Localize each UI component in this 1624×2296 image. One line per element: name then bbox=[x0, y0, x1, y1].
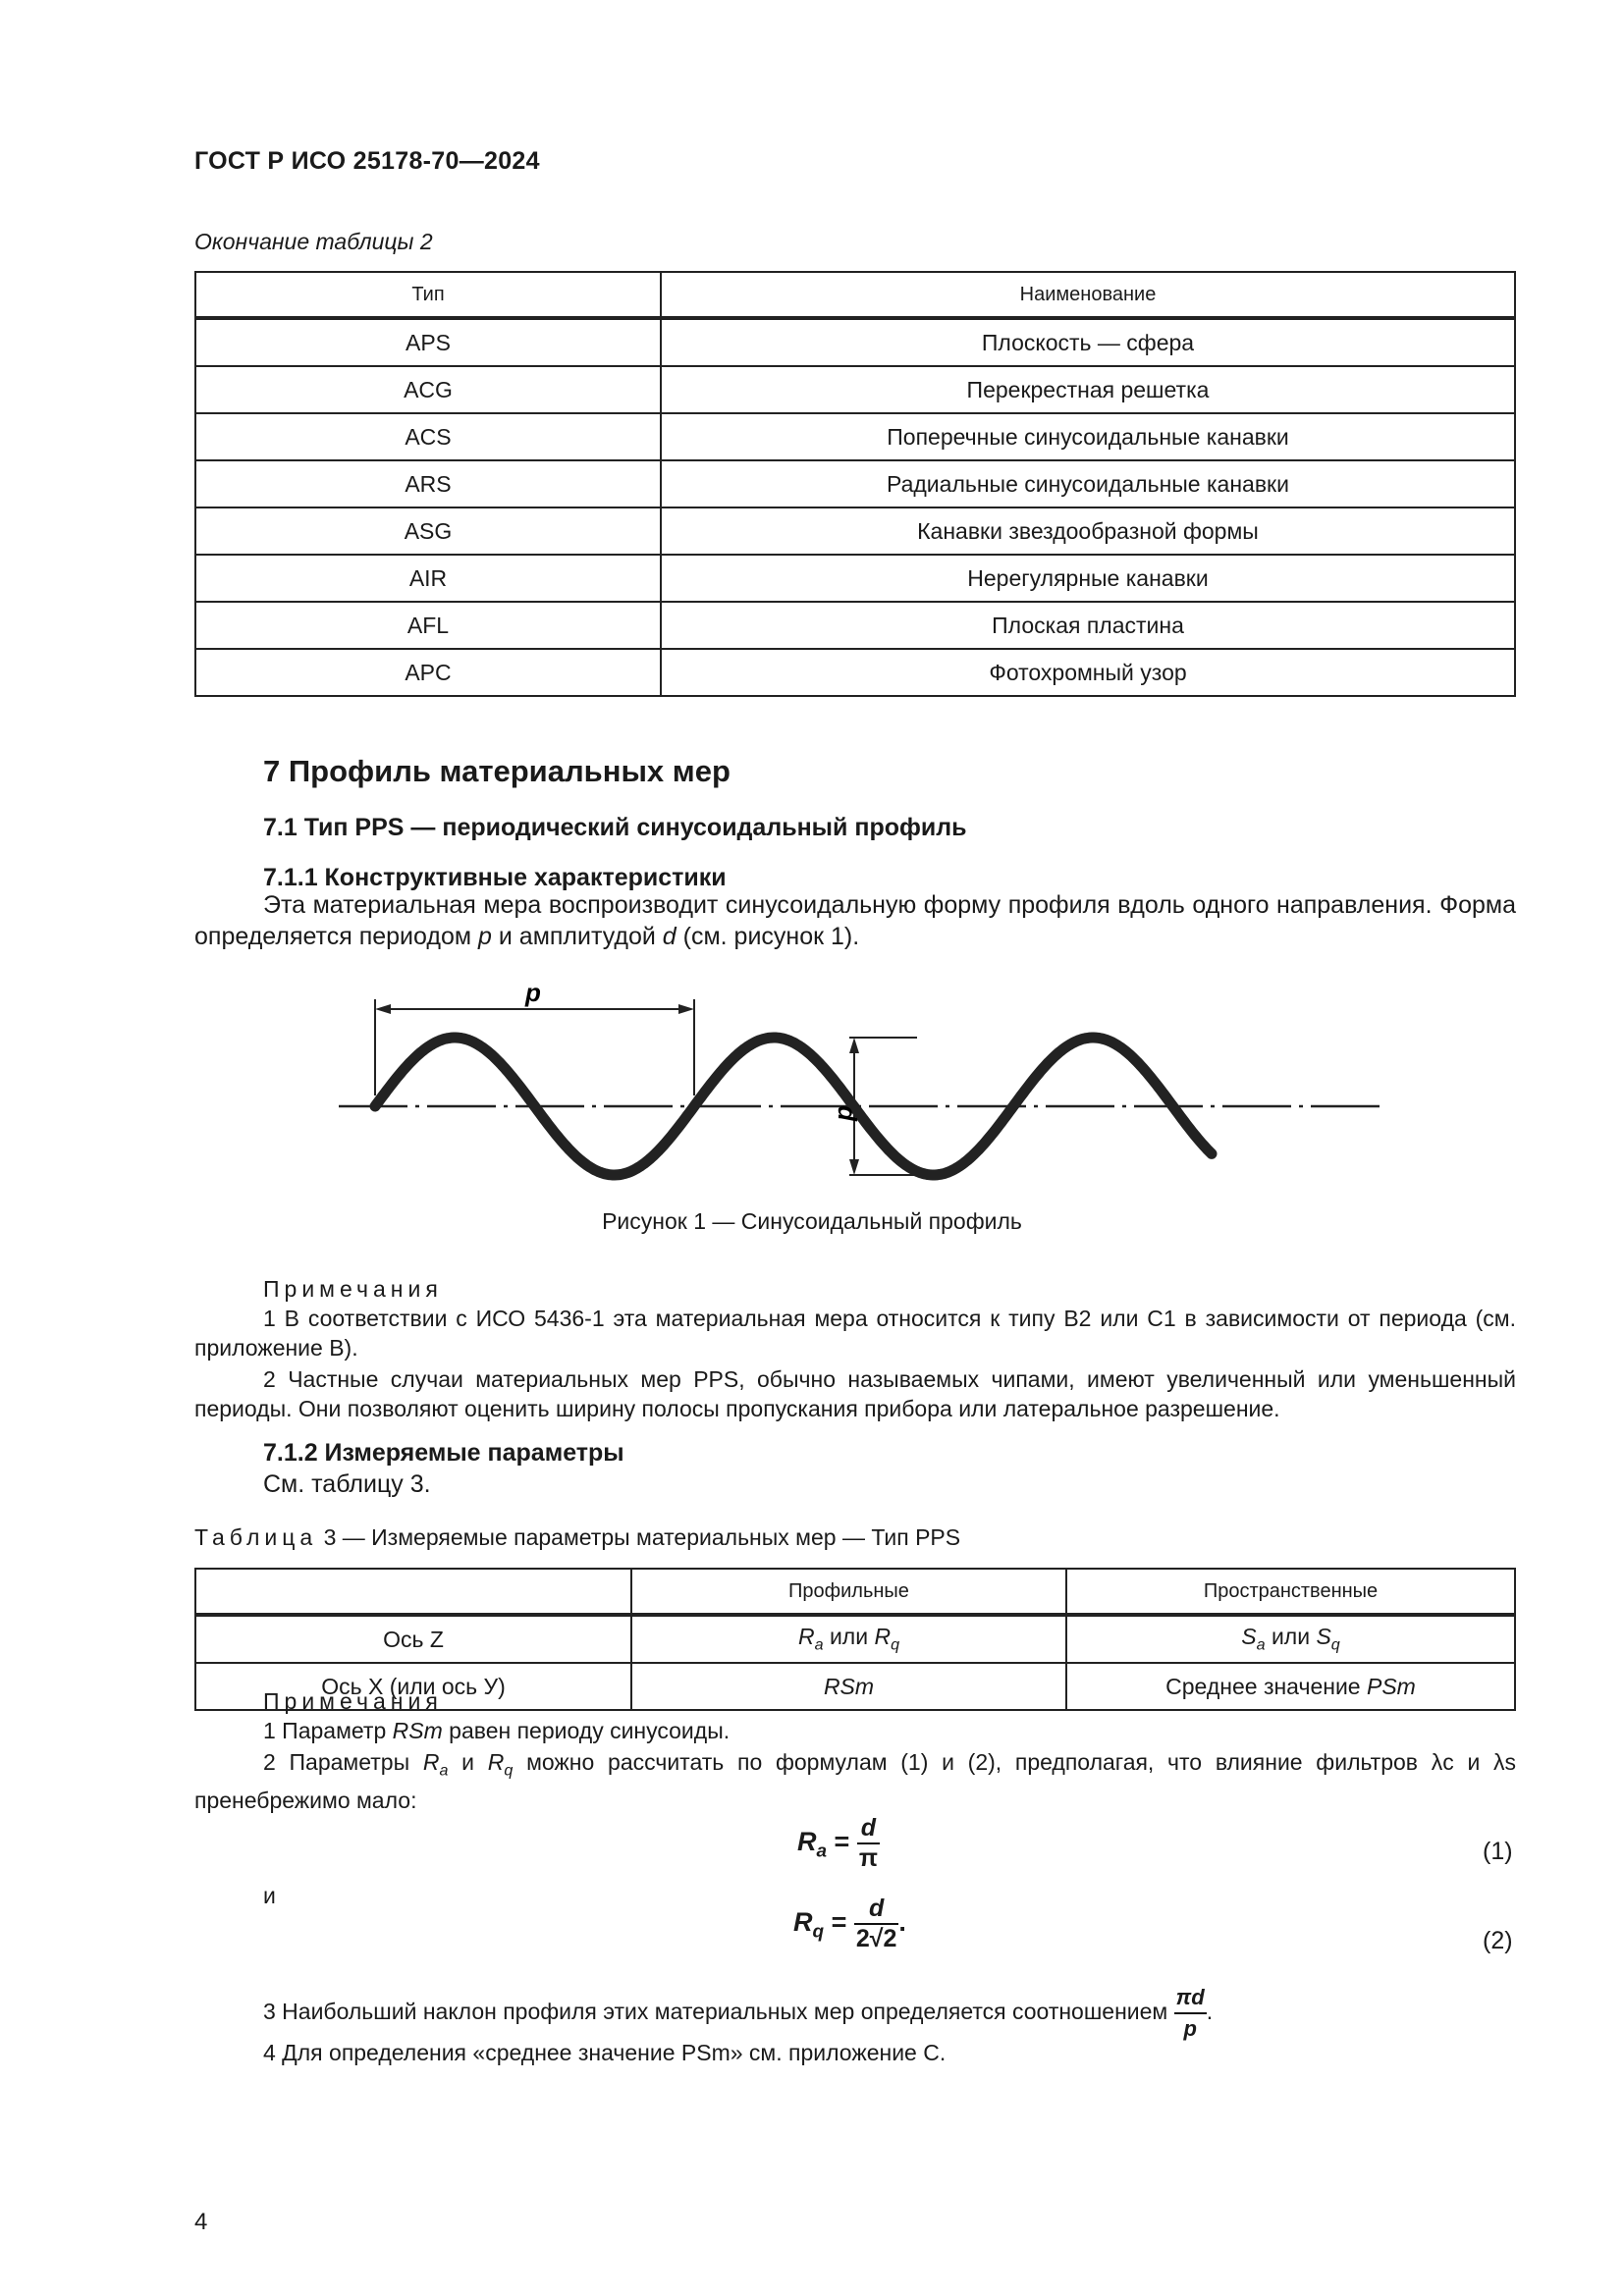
cell-type: APS bbox=[195, 318, 661, 366]
column-header-areal: Пространственные bbox=[1066, 1569, 1515, 1615]
document-id: ГОСТ Р ИСО 25178-70—2024 bbox=[194, 147, 540, 175]
arrowhead-top bbox=[849, 1038, 859, 1053]
and-word: и bbox=[263, 1883, 276, 1908]
table-row bbox=[195, 318, 1515, 366]
table-row bbox=[195, 1615, 1515, 1663]
note-2: 2 Частные случаи материальных мер PPS, обычно называемых чипами, имеют увеличенный или уменьшенный периоды. Они позволяют оценить ширину полосы пропускания прибора или латеральное разрешение. bbox=[194, 1366, 1516, 1421]
note-3-2: 2 Параметры $R_a$ и $R_q$ можно рассчитать по формулам (1) и (2), предполагая, что влияние фильтров λc и λs пренебрежимо мало: bbox=[194, 1749, 1517, 1813]
formula-2: $R_q$ = $\frac{d}{2√2}$ . bbox=[793, 1895, 906, 1952]
subsubsection-heading: 7.1.1 Конструктивные характеристики bbox=[263, 864, 727, 891]
subsection-heading: 7.1 Тип PPS — периодический синусоидальный профиль bbox=[263, 814, 967, 841]
table-row bbox=[195, 507, 1515, 555]
cell-type: ARS bbox=[195, 460, 661, 507]
arrowhead-left bbox=[375, 1004, 391, 1014]
note-3-4: 4 Для определения «среднее значение PSm» см. приложение C. bbox=[263, 2040, 947, 2065]
cell-name: Перекрестная решетка bbox=[661, 366, 1515, 413]
label-d: d bbox=[833, 1105, 862, 1121]
column-header-name: Наименование bbox=[661, 272, 1515, 318]
table-header-row bbox=[195, 1569, 1515, 1615]
figure-caption: Рисунок 1 — Синусоидальный профиль bbox=[602, 1208, 1022, 1234]
note-1: 1 В соответствии с ИСО 5436-1 эта материальная мера относится к типу B2 или C1 в зависимости от периода (см. приложение B). bbox=[194, 1306, 1516, 1361]
equation-number-2: (2) bbox=[1483, 1927, 1513, 1954]
cell-profile-z: $R_a$ или $R_q$ bbox=[631, 1615, 1066, 1663]
cell-areal-z: $S_a$ или $S_q$ bbox=[1066, 1615, 1515, 1663]
table-row bbox=[195, 602, 1515, 649]
notes-heading-2: Примечания bbox=[263, 1688, 443, 1714]
cell-name: Канавки звездообразной формы bbox=[661, 507, 1515, 555]
table-row bbox=[195, 413, 1515, 460]
formula-1: $R_a$ = $\frac{d}{\pi}$ bbox=[797, 1814, 878, 1872]
cell-name: Радиальные синусоидальные канавки bbox=[661, 460, 1515, 507]
column-header-type: Тип bbox=[195, 272, 661, 318]
cell-type: ACS bbox=[195, 413, 661, 460]
label-p: p bbox=[525, 978, 541, 1007]
cell-profile-x: RSm bbox=[631, 1663, 1066, 1710]
sinusoidal-profile-figure bbox=[324, 972, 1384, 1198]
cell-name: Плоская пластина bbox=[661, 602, 1515, 649]
row-label-x: Ось X (или ось У) bbox=[195, 1663, 631, 1710]
table-continuation-caption: Окончание таблицы 2 bbox=[194, 229, 433, 254]
cell-name: Фотохромный узор bbox=[661, 649, 1515, 696]
cell-type: ASG bbox=[195, 507, 661, 555]
note-3-1: 1 Параметр RSm равен периоду синусоиды. bbox=[263, 1718, 731, 1743]
cell-type: ACG bbox=[195, 366, 661, 413]
cell-areal-x: Среднее значение PSm bbox=[1066, 1663, 1515, 1710]
table-row bbox=[195, 366, 1515, 413]
see-table-text: См. таблицу 3. bbox=[263, 1470, 431, 1498]
page-number: 4 bbox=[194, 2209, 208, 2235]
arrowhead-bottom bbox=[849, 1159, 859, 1175]
subsubsection-heading-params: 7.1.2 Измеряемые параметры bbox=[263, 1439, 624, 1467]
column-header-empty bbox=[195, 1569, 631, 1615]
row-label-z: Ось Z bbox=[195, 1615, 631, 1663]
table-header-row bbox=[195, 272, 1515, 318]
column-header-profile: Профильные bbox=[631, 1569, 1066, 1615]
cell-name: Плоскость — сфера bbox=[661, 318, 1515, 366]
equation-number-1: (1) bbox=[1483, 1838, 1513, 1865]
arrowhead-right bbox=[678, 1004, 694, 1014]
table-row bbox=[195, 555, 1515, 602]
cell-name: Нерегулярные канавки bbox=[661, 555, 1515, 602]
cell-type: AIR bbox=[195, 555, 661, 602]
notes-heading: Примечания bbox=[263, 1276, 443, 1302]
paragraph-design: Эта материальная мера воспроизводит синусоидальную форму профиля вдоль одного направления. Форма определяется периодом p и амплитудой d (см. рисунок 1). bbox=[194, 891, 1516, 950]
note-3-3: 3 Наибольший наклон профиля этих материальных мер определяется соотношением $\frac{\pi d}{p}$ . bbox=[263, 1985, 1214, 2041]
cell-name: Поперечные синусоидальные канавки bbox=[661, 413, 1515, 460]
section-heading: 7 Профиль материальных мер bbox=[263, 754, 731, 788]
cell-type: AFL bbox=[195, 602, 661, 649]
table-2 bbox=[194, 271, 1516, 697]
table-row bbox=[195, 649, 1515, 696]
table-3-title: Таблица 3 — Измеряемые параметры материальных мер — Тип PPS bbox=[194, 1524, 961, 1550]
table-row bbox=[195, 460, 1515, 507]
cell-type: APC bbox=[195, 649, 661, 696]
